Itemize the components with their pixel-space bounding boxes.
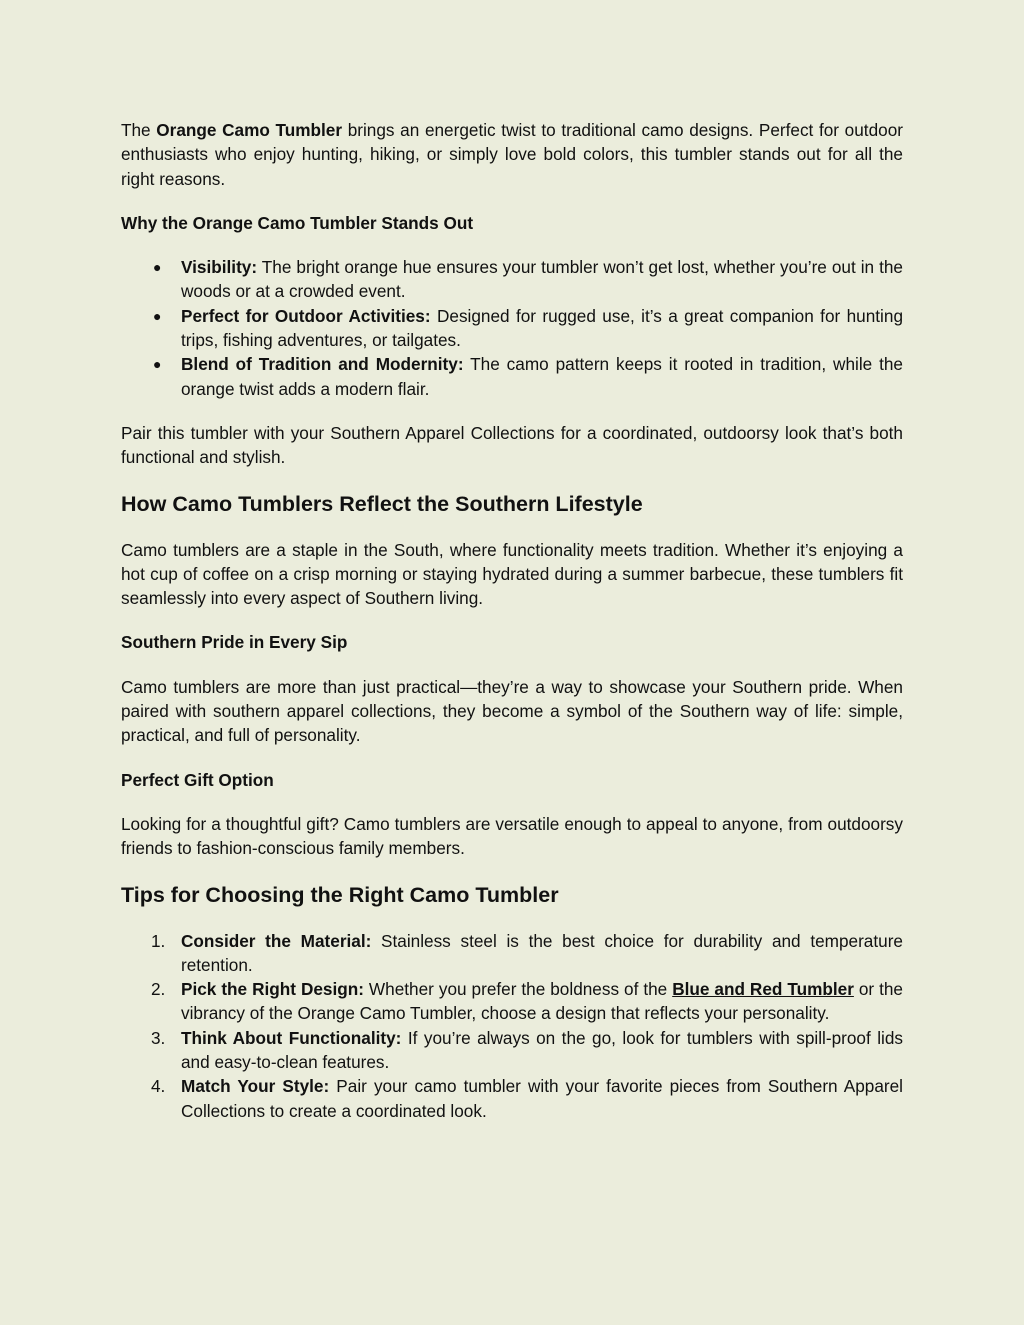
list-item xyxy=(121,929,903,978)
list-item xyxy=(121,1026,903,1075)
list-item xyxy=(121,1074,903,1123)
list-item-text: The camo pattern keeps it rooted in tradition, while the orange twist adds a modern flair. xyxy=(181,354,903,399)
list-item-text: Designed for rugged use, it’s a great companion for hunting trips, fishing adventures, or tailgates. xyxy=(181,305,903,351)
list-item-label: Match Your Style: xyxy=(181,1076,330,1097)
intro-text-rest: brings an energetic twist to traditional camo designs. Perfect for outdoor enthusiasts who enjoy hunting, hiking, or simply love bold colors, this tumbler stands out for all the right reasons. xyxy=(121,120,903,189)
feature-list xyxy=(121,255,903,401)
list-item-label: Perfect for Outdoor Activities: xyxy=(181,305,431,326)
list-item-text-rest: or the vibrancy of the Orange Camo Tumbler, choose a design that reflects your personality. xyxy=(181,979,903,1024)
intro-text-start: The xyxy=(121,120,157,140)
gift-heading: Perfect Gift Option xyxy=(121,769,274,790)
tips-list xyxy=(121,929,903,1123)
bullet-icon: ● xyxy=(153,259,162,276)
list-item xyxy=(121,304,903,353)
intro-product-name: Orange Camo Tumbler xyxy=(156,120,343,140)
list-item-label: Visibility: xyxy=(181,257,258,278)
list-number: 1. xyxy=(151,930,166,951)
bullet-icon: ● xyxy=(153,356,162,373)
list-number: 2. xyxy=(151,979,166,1000)
list-item-label: Pick the Right Design: xyxy=(181,979,364,1000)
southern-pride-paragraph: Camo tumblers are more than just practical—they’re a way to showcase your Southern pride. When paired with southern apparel collections, they become a symbol of the Southern way of life: simple, practical, and full of personality. xyxy=(121,676,903,746)
list-item-label: Think About Functionality: xyxy=(181,1027,402,1048)
southern-lifestyle-paragraph: Camo tumblers are a staple in the South, where functionality meets tradition. Whether it’s enjoying a hot cup of coffee on a crisp morning or staying hydrated during a summer barbecue, these tumblers fit seamlessly into every aspect of Southern living. xyxy=(121,539,903,609)
list-number: 3. xyxy=(151,1027,166,1048)
list-item-label: Blend of Tradition and Modernity: xyxy=(181,354,464,375)
list-number: 4. xyxy=(151,1076,166,1097)
blue-and-red-tumbler-link[interactable]: Blue and Red Tumbler xyxy=(672,979,854,1000)
bullet-icon: ● xyxy=(153,307,162,324)
intro-paragraph xyxy=(121,118,903,191)
gift-paragraph: Looking for a thoughtful gift? Camo tumblers are versatile enough to appeal to anyone, from outdoorsy friends to fashion-conscious family members. xyxy=(121,813,903,859)
why-heading: Why the Orange Camo Tumbler Stands Out xyxy=(121,212,474,233)
section-heading-tips: Tips for Choosing the Right Camo Tumbler xyxy=(121,882,559,907)
list-item xyxy=(121,977,903,1026)
list-item-text: The bright orange hue ensures your tumbler won’t get lost, whether you’re out in the woods or at a crowded event. xyxy=(181,257,903,302)
list-item-text: Whether you prefer the boldness of the xyxy=(363,979,673,1000)
southern-pride-heading: Southern Pride in Every Sip xyxy=(121,632,348,653)
list-item-label: Consider the Material: xyxy=(181,930,372,951)
list-item-text: Pair your camo tumbler with your favorite pieces from Southern Apparel Collections to create a coordinated look. xyxy=(181,1076,903,1121)
pair-paragraph: Pair this tumbler with your Southern Apparel Collections for a coordinated, outdoorsy look that’s both functional and stylish. xyxy=(121,422,903,468)
list-item xyxy=(121,352,903,401)
list-item-text: If you’re always on the go, look for tumblers with spill-proof lids and easy-to-clean features. xyxy=(181,1027,903,1073)
section-heading-southern-lifestyle: How Camo Tumblers Reflect the Southern Lifestyle xyxy=(121,491,643,516)
list-item xyxy=(121,255,903,304)
list-item-text: Stainless steel is the best choice for durability and temperature retention. xyxy=(181,930,903,975)
